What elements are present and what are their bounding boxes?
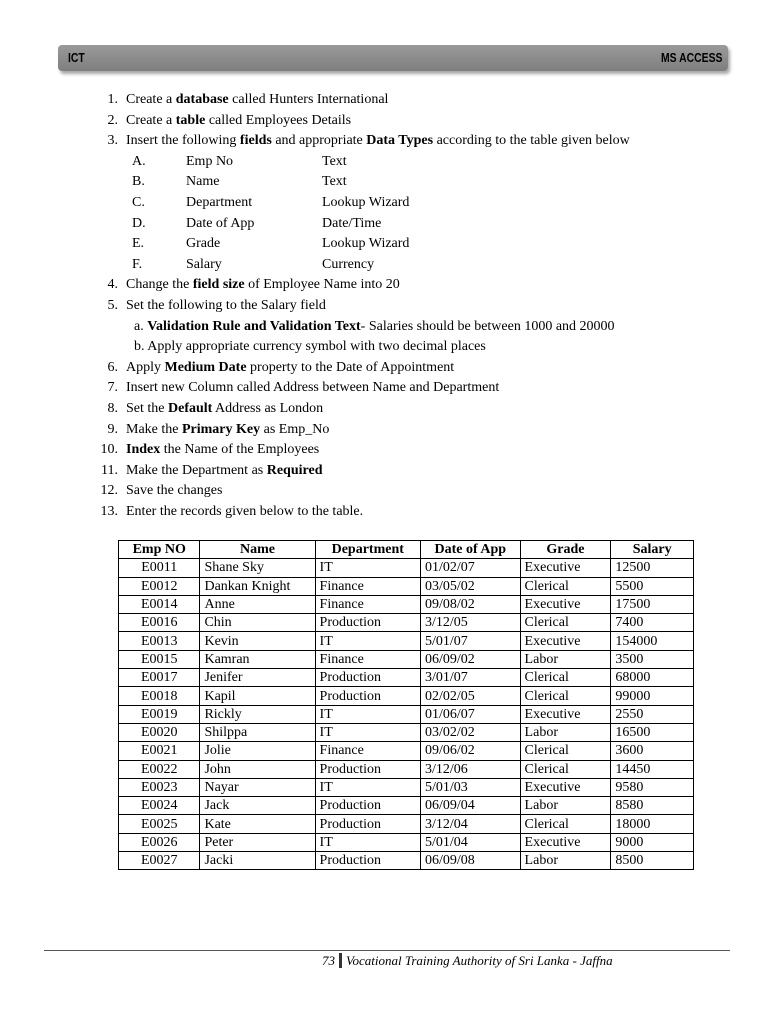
table-cell: Executive xyxy=(520,559,611,577)
column-header: Name xyxy=(200,541,315,559)
instruction-item xyxy=(90,420,730,441)
table-cell: Dankan Knight xyxy=(200,577,315,595)
table-cell: 3/12/05 xyxy=(421,614,521,632)
table-cell: 17500 xyxy=(611,595,694,613)
field-name: Date of App xyxy=(186,215,255,231)
instruction-keyword: table xyxy=(175,112,206,128)
instruction-item xyxy=(90,461,730,482)
table-cell: Production xyxy=(315,815,420,833)
table-cell: IT xyxy=(315,833,420,851)
header-topic: MS ACCESS xyxy=(661,50,723,65)
table-row xyxy=(119,815,694,833)
instruction-text: property to the Date of Appointment xyxy=(246,359,455,375)
instruction-number: 6. xyxy=(107,359,118,375)
instruction-text: Apply xyxy=(126,359,165,375)
table-cell: E0018 xyxy=(119,687,200,705)
instruction-keyword: Default xyxy=(168,400,213,416)
table-cell: Clerical xyxy=(520,815,611,833)
field-letter: C. xyxy=(132,194,145,210)
column-header: Department xyxy=(315,541,420,559)
table-cell: 7400 xyxy=(611,614,694,632)
table-cell: 2550 xyxy=(611,705,694,723)
table-cell: 09/06/02 xyxy=(421,742,521,760)
instruction-text: Create a xyxy=(126,112,176,128)
table-cell: Chin xyxy=(200,614,315,632)
instruction-number: 10. xyxy=(100,442,118,458)
instruction-item xyxy=(90,275,730,296)
table-cell: 5/01/03 xyxy=(421,778,521,796)
table-cell: 3500 xyxy=(611,650,694,668)
table-cell: Production xyxy=(315,852,420,870)
table-cell: Production xyxy=(315,614,420,632)
table-cell: IT xyxy=(315,632,420,650)
table-cell: Jolie xyxy=(200,742,315,760)
rule-text: a. xyxy=(134,318,148,334)
table-cell: E0016 xyxy=(119,614,200,632)
instruction-item xyxy=(90,358,730,379)
table-cell: 9580 xyxy=(611,778,694,796)
instruction-text: the Name of the Employees xyxy=(160,442,320,458)
table-cell: IT xyxy=(315,559,420,577)
table-cell: 3/01/07 xyxy=(421,669,521,687)
table-row xyxy=(119,577,694,595)
table-cell: 154000 xyxy=(611,632,694,650)
field-item xyxy=(90,152,730,173)
instruction-keyword: Data Types xyxy=(366,133,434,149)
table-cell: Jacki xyxy=(200,852,315,870)
table-cell: 3600 xyxy=(611,742,694,760)
instruction-text: Address as London xyxy=(212,400,324,416)
instruction-text: according to the table given below xyxy=(433,133,630,149)
table-cell: Clerical xyxy=(520,760,611,778)
instruction-text: Save the changes xyxy=(126,483,223,499)
table-cell: Clerical xyxy=(520,577,611,595)
table-cell: E0015 xyxy=(119,650,200,668)
table-cell: Finance xyxy=(315,650,420,668)
records-table xyxy=(118,540,694,870)
instruction-text: Insert new Column called Address between Name and Department xyxy=(126,380,500,396)
field-type: Text xyxy=(322,174,347,190)
table-cell: 3/12/06 xyxy=(421,760,521,778)
table-row xyxy=(119,632,694,650)
table-cell: Labor xyxy=(520,797,611,815)
table-row xyxy=(119,723,694,741)
table-cell: E0019 xyxy=(119,705,200,723)
field-type: Text xyxy=(322,153,347,169)
instruction-number: 4. xyxy=(107,277,118,293)
instruction-item xyxy=(90,296,730,317)
instruction-item xyxy=(90,399,730,420)
table-cell: 06/09/08 xyxy=(421,852,521,870)
table-cell: 12500 xyxy=(611,559,694,577)
table-cell: Rickly xyxy=(200,705,315,723)
field-type: Currency xyxy=(322,256,375,272)
rule-text: b. Apply appropriate currency symbol with two decimal places xyxy=(134,339,486,355)
table-cell: Labor xyxy=(520,852,611,870)
table-cell: E0014 xyxy=(119,595,200,613)
table-cell: E0022 xyxy=(119,760,200,778)
rule-keyword: Validation Rule and Validation Text xyxy=(147,318,361,334)
header-subject: ICT xyxy=(68,50,85,65)
table-cell: Nayar xyxy=(200,778,315,796)
table-cell: Kapil xyxy=(200,687,315,705)
table-cell: Finance xyxy=(315,595,420,613)
table-cell: Executive xyxy=(520,833,611,851)
table-cell: Kamran xyxy=(200,650,315,668)
instruction-number: 13. xyxy=(100,503,118,519)
table-cell: IT xyxy=(315,723,420,741)
instruction-text: Create a xyxy=(126,92,176,107)
table-cell: E0023 xyxy=(119,778,200,796)
table-cell: 06/09/04 xyxy=(421,797,521,815)
table-cell: 8500 xyxy=(611,852,694,870)
field-item xyxy=(90,234,730,255)
table-cell: 03/05/02 xyxy=(421,577,521,595)
field-name: Grade xyxy=(186,236,221,252)
table-cell: Executive xyxy=(520,705,611,723)
table-cell: E0012 xyxy=(119,577,200,595)
table-cell: Peter xyxy=(200,833,315,851)
table-cell: Clerical xyxy=(520,742,611,760)
table-cell: 99000 xyxy=(611,687,694,705)
field-type: Lookup Wizard xyxy=(322,194,410,210)
field-item xyxy=(90,255,730,276)
instruction-text: as Emp_No xyxy=(260,421,330,437)
table-cell: IT xyxy=(315,778,420,796)
table-row xyxy=(119,760,694,778)
table-cell: 8580 xyxy=(611,797,694,815)
table-cell: 06/09/02 xyxy=(421,650,521,668)
table-cell: Labor xyxy=(520,650,611,668)
table-cell: Executive xyxy=(520,778,611,796)
instruction-number: 1. xyxy=(107,92,118,107)
instruction-text: called Employees Details xyxy=(205,112,352,128)
table-cell: Clerical xyxy=(520,669,611,687)
header-bar xyxy=(58,45,728,71)
field-item xyxy=(90,172,730,193)
field-name: Emp No xyxy=(186,153,234,169)
field-letter: F. xyxy=(132,256,143,272)
table-row xyxy=(119,614,694,632)
column-header: Grade xyxy=(520,541,611,559)
table-header-row xyxy=(119,541,694,559)
instruction-keyword: Medium Date xyxy=(164,359,247,375)
table-row xyxy=(119,669,694,687)
table-cell: E0021 xyxy=(119,742,200,760)
field-name: Department xyxy=(186,194,253,210)
instruction-item xyxy=(90,131,730,152)
table-cell: E0025 xyxy=(119,815,200,833)
page-number: 73 xyxy=(322,953,335,968)
instruction-text: Enter the records given below to the table. xyxy=(126,503,364,519)
instruction-keyword: field size xyxy=(192,277,245,293)
table-cell: Jack xyxy=(200,797,315,815)
table-row xyxy=(119,705,694,723)
table-cell: Anne xyxy=(200,595,315,613)
table-cell: E0020 xyxy=(119,723,200,741)
table-cell: Executive xyxy=(520,632,611,650)
instruction-text: Make the xyxy=(126,421,182,437)
instruction-item xyxy=(90,440,730,461)
instruction-text: Set the following to the Salary field xyxy=(126,297,326,313)
instruction-number: 9. xyxy=(107,421,118,437)
table-cell: Executive xyxy=(520,595,611,613)
table-cell: 68000 xyxy=(611,669,694,687)
footer-organization: Vocational Training Authority of Sri Lanka - Jaffna xyxy=(346,953,613,968)
instruction-number: 5. xyxy=(107,297,118,313)
table-cell: Shilppa xyxy=(200,723,315,741)
table-cell: Finance xyxy=(315,742,420,760)
field-letter: A. xyxy=(132,153,146,169)
table-cell: Shane Sky xyxy=(200,559,315,577)
instruction-number: 7. xyxy=(107,380,118,396)
table-cell: 03/02/02 xyxy=(421,723,521,741)
field-letter: E. xyxy=(132,236,145,252)
column-header: Date of App xyxy=(421,541,521,559)
table-row xyxy=(119,797,694,815)
table-row xyxy=(119,650,694,668)
table-row xyxy=(119,852,694,870)
instruction-text: Insert the following xyxy=(126,133,240,149)
table-cell: 01/06/07 xyxy=(421,705,521,723)
instruction-number: 11. xyxy=(101,462,118,478)
table-row xyxy=(119,742,694,760)
table-cell: Finance xyxy=(315,577,420,595)
instruction-number: 8. xyxy=(107,400,118,416)
instruction-keyword: Index xyxy=(126,442,161,458)
table-row xyxy=(119,559,694,577)
table-cell: E0026 xyxy=(119,833,200,851)
table-cell: IT xyxy=(315,705,420,723)
instruction-item xyxy=(90,111,730,132)
instruction-keyword: Primary Key xyxy=(181,421,261,437)
column-header: Emp NO xyxy=(119,541,200,559)
instruction-list xyxy=(90,90,730,522)
table-cell: Clerical xyxy=(520,614,611,632)
salary-rule-item xyxy=(90,337,730,358)
rule-text: - Salaries should be between 1000 and 20000 xyxy=(360,318,615,334)
instruction-number: 3. xyxy=(107,133,118,149)
field-type: Date/Time xyxy=(322,215,382,231)
table-cell: 01/02/07 xyxy=(421,559,521,577)
table-cell: Labor xyxy=(520,723,611,741)
field-letter: B. xyxy=(132,174,145,190)
instruction-text: of Employee Name into 20 xyxy=(244,277,400,293)
table-cell: 09/08/02 xyxy=(421,595,521,613)
table-cell: 14450 xyxy=(611,760,694,778)
table-cell: 02/02/05 xyxy=(421,687,521,705)
field-type: Lookup Wizard xyxy=(322,236,410,252)
table-row xyxy=(119,687,694,705)
table-cell: 5/01/07 xyxy=(421,632,521,650)
instruction-keyword: fields xyxy=(239,133,272,149)
table-cell: 16500 xyxy=(611,723,694,741)
table-cell: E0017 xyxy=(119,669,200,687)
footer-separator xyxy=(339,953,342,968)
field-item xyxy=(90,193,730,214)
table-cell: Jenifer xyxy=(200,669,315,687)
table-cell: E0013 xyxy=(119,632,200,650)
table-row xyxy=(119,833,694,851)
footer-divider xyxy=(44,950,730,951)
field-item xyxy=(90,214,730,235)
table-row xyxy=(119,595,694,613)
table-row xyxy=(119,778,694,796)
instruction-keyword: database xyxy=(175,92,229,107)
field-letter: D. xyxy=(132,215,146,231)
table-cell: 5500 xyxy=(611,577,694,595)
table-cell: E0027 xyxy=(119,852,200,870)
table-body xyxy=(119,559,694,870)
instruction-item xyxy=(90,502,730,523)
table-cell: 3/12/04 xyxy=(421,815,521,833)
table-cell: Kevin xyxy=(200,632,315,650)
table-cell: 18000 xyxy=(611,815,694,833)
instruction-item xyxy=(90,481,730,502)
instruction-item xyxy=(90,378,730,399)
field-name: Salary xyxy=(186,256,222,272)
column-header: Salary xyxy=(611,541,694,559)
instruction-number: 2. xyxy=(107,112,118,128)
instruction-text: called Hunters International xyxy=(228,92,389,107)
table-cell: Production xyxy=(315,760,420,778)
table-cell: Production xyxy=(315,669,420,687)
instruction-item xyxy=(90,90,730,111)
instruction-text: Change the xyxy=(126,277,193,293)
table-cell: 5/01/04 xyxy=(421,833,521,851)
field-name: Name xyxy=(186,174,220,190)
instruction-text: Make the Department as xyxy=(126,462,267,478)
table-cell: E0024 xyxy=(119,797,200,815)
table-cell: E0011 xyxy=(119,559,200,577)
table-cell: Production xyxy=(315,687,420,705)
table-cell: Kate xyxy=(200,815,315,833)
salary-rule-item xyxy=(90,317,730,338)
table-cell: Clerical xyxy=(520,687,611,705)
instruction-text: and appropriate xyxy=(271,133,367,149)
table-cell: 9000 xyxy=(611,833,694,851)
table-cell: Production xyxy=(315,797,420,815)
table-cell: John xyxy=(200,760,315,778)
instruction-text: Set the xyxy=(126,400,168,416)
page-footer xyxy=(322,953,613,969)
instruction-keyword: Required xyxy=(266,462,323,478)
instruction-number: 12. xyxy=(100,483,118,499)
